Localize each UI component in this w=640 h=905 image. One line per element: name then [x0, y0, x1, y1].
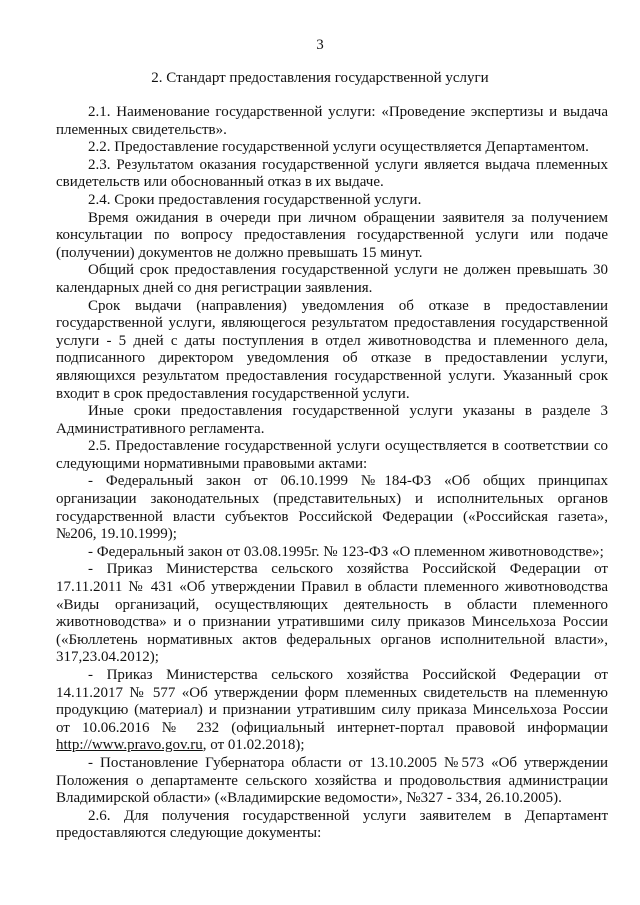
paragraph-2-6: 2.6. Для получения государственной услуги заявителем в Департамент предоставляются следующие документы:	[56, 807, 608, 842]
pravo-gov-link[interactable]: http://www.pravo.gov.ru	[56, 737, 203, 754]
list-item-law-184: - Федеральный закон от 06.10.1999 №184-ФЗ «Об общих принципах организации законодательных (представительных) и исполнительных органов государственной власти субъектов Российской Федерации («Российская газета», №206, 19.10.1999);	[56, 473, 608, 543]
paragraph-2-2: 2.2. Предоставление государственной услуги осуществляется Департаментом.	[88, 139, 589, 156]
paragraph-other-terms: Иные сроки предоставления государственной услуги указаны в разделе 3 Административного регламента.	[56, 403, 608, 437]
paragraph-2-4: 2.4. Сроки предоставления государственной услуги.	[88, 191, 422, 208]
list-item-order-431: - Приказ Министерства сельского хозяйства Российской Федерации от 17.11.2011 № 431 «Об утверждении Правил в области племенного животноводства «Виды организаций, осуществляющих деятельность в области племенного животноводства» и о признании утратившими силу приказов Минсельхоза России («Бюллетень нормативных актов федеральных органов исполнительной власти», 317,23.04.2012);	[56, 561, 608, 666]
paragraph-refusal-term: Срок выдачи (направления) уведомления об отказе в предоставлении государственной услуги, являющегося результатом предоставления государственной услуги - 5 дней с даты поступления в отдел животноводства и племенного дела, подписанного директором уведомления об отказе в предоставлении услуги, являющихся результатом предоставления государственной услуги. Указанный срок входит в срок предоставления государственной услуги.	[56, 297, 608, 402]
list-item-decree-573: - Постановление Губернатора области от 13.10.2005 №573 «Об утверждении Положения о департаменте сельского хозяйства и продовольствия администрации Владимирской области» («Владимирские ведомости», №327 - 334, 26.10.2005).	[56, 754, 608, 807]
paragraph-2-1: 2.1. Наименование государственной услуги: «Проведение экспертизы и выдача племенных свидетельств».	[56, 104, 608, 138]
page-number: 3	[316, 37, 324, 53]
paragraph-2-3: 2.3. Результатом оказания государственной услуги является выдача племенных свидетельств или обоснованный отказ в их выдаче.	[56, 156, 608, 191]
list-item-order-577	[56, 667, 608, 755]
order-577-tail: , от 01.02.2018);	[202, 737, 305, 754]
paragraph-2-5: 2.5. Предоставление государственной услуги осуществляется в соответствии со следующими нормативными правовыми актами:	[56, 438, 608, 472]
document-body	[56, 104, 608, 843]
paragraph-total-term: Общий срок предоставления государственной услуги не должен превышать 30 календарных дней со дня регистрации заявления.	[56, 262, 608, 296]
order-577-text: - Приказ Министерства сельского хозяйства Российской Федерации от 14.11.2017 № 577 «Об утверждении форм племенных свидетельств на племенную продукцию (материал) и признании утратившим силу приказа Минсельхоза России от 10.06.2016 № 232 (официальный интернет-портал правовой информации	[56, 667, 608, 736]
paragraph-waiting-time: Время ожидания в очереди при личном обращении заявителя за получением консультации по вопросу предоставления государственной услуги или подаче (получении) документов не должно превышать 15 минут.	[56, 209, 608, 261]
list-item-law-123: - Федеральный закон от 03.08.1995г. № 123-ФЗ «О племенном животноводстве»;	[88, 543, 604, 560]
section-heading: 2. Стандарт предоставления государственной услуги	[151, 70, 489, 86]
